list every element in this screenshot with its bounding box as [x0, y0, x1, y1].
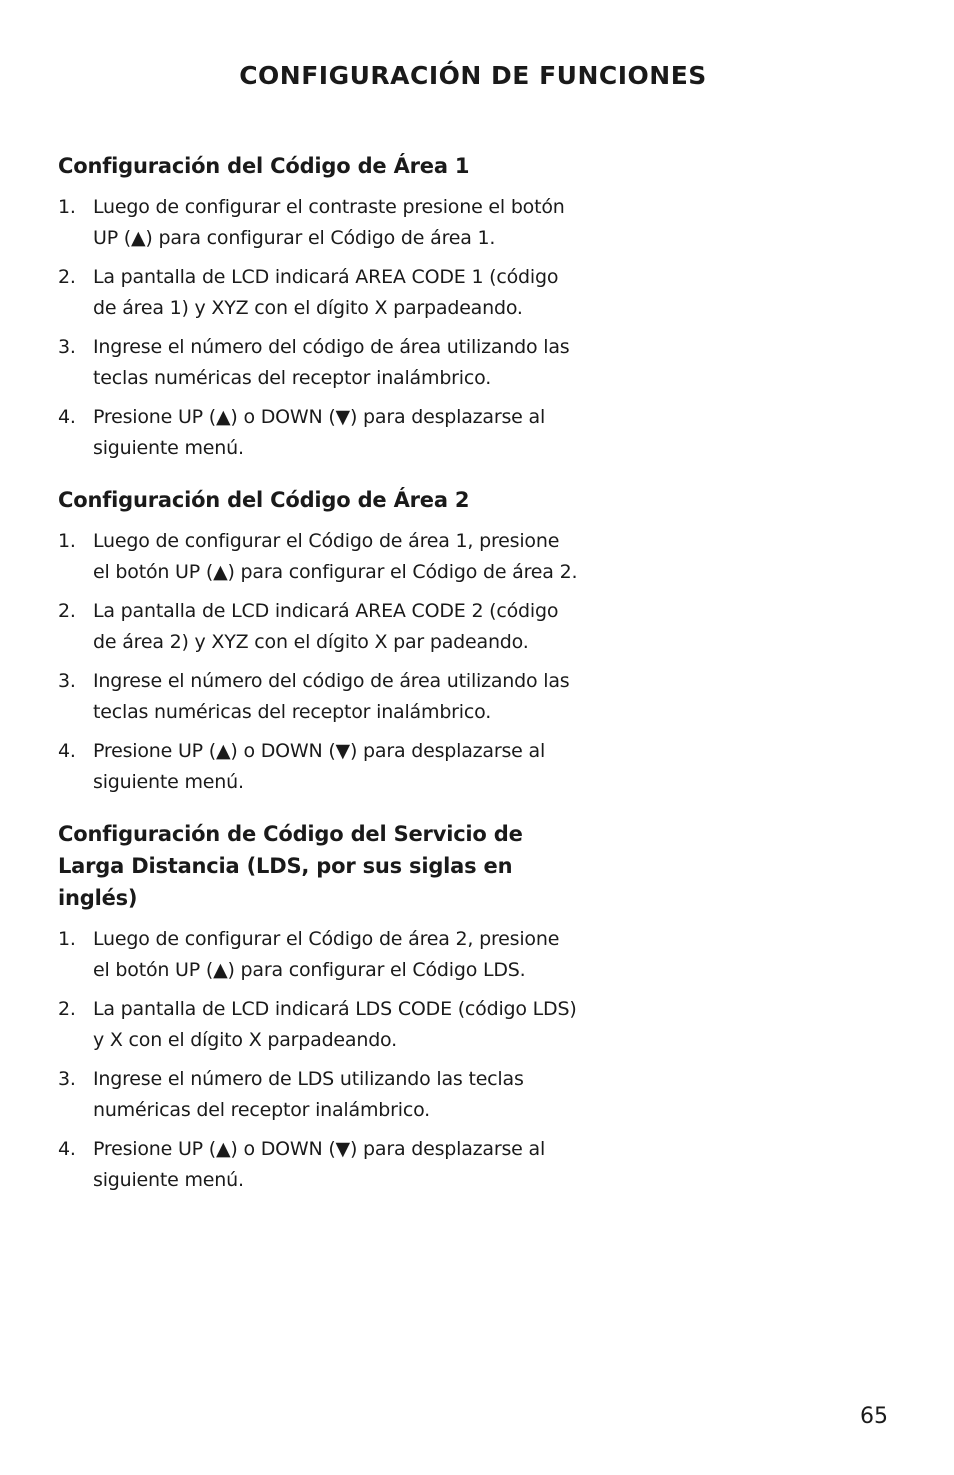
step-item — [58, 1134, 578, 1196]
step-item — [58, 262, 578, 324]
page-title: CONFIGURACIÓN DE FUNCIONES — [239, 61, 707, 90]
step-text: Luego de configurar el Código de área 1, presione el botón UP (▲) para configurar el Código de área 2. — [93, 530, 578, 583]
step-number: 3. — [58, 336, 76, 358]
step-number: 1. — [58, 928, 76, 950]
step-item — [58, 596, 578, 658]
page-content — [58, 150, 578, 1204]
step-number: 3. — [58, 1068, 76, 1090]
page-number: 65 — [860, 1404, 888, 1429]
step-text: Presione UP (▲) o DOWN (▼) para desplazarse al siguiente menú. — [93, 740, 546, 793]
step-number: 3. — [58, 670, 76, 692]
step-text: La pantalla de LCD indicará AREA CODE 2 (código de área 2) y XYZ con el dígito X par padeando. — [93, 600, 559, 653]
step-number: 1. — [58, 530, 76, 552]
step-text: Presione UP (▲) o DOWN (▼) para desplazarse al siguiente menú. — [93, 406, 546, 459]
step-number: 2. — [58, 266, 76, 288]
step-number: 2. — [58, 998, 76, 1020]
steps-list — [58, 192, 578, 464]
step-item — [58, 332, 578, 394]
step-text: Presione UP (▲) o DOWN (▼) para desplazarse al siguiente menú. — [93, 1138, 546, 1191]
step-item — [58, 402, 578, 464]
steps-list — [58, 526, 578, 798]
step-text: Ingrese el número del código de área utilizando las teclas numéricas del receptor inalámbrico. — [93, 336, 570, 389]
step-item — [58, 1064, 578, 1126]
step-item — [58, 192, 578, 254]
step-text: Ingrese el número del código de área utilizando las teclas numéricas del receptor inalámbrico. — [93, 670, 570, 723]
step-item — [58, 924, 578, 986]
step-text: La pantalla de LCD indicará AREA CODE 1 (código de área 1) y XYZ con el dígito X parpadeando. — [93, 266, 559, 319]
section-lds-code — [58, 818, 578, 1196]
section-area-code-1 — [58, 150, 578, 464]
step-text: Ingrese el número de LDS utilizando las teclas numéricas del receptor inalámbrico. — [93, 1068, 524, 1121]
section-area-code-2 — [58, 484, 578, 798]
steps-list — [58, 924, 578, 1196]
step-item — [58, 666, 578, 728]
step-number: 4. — [58, 740, 76, 762]
step-number: 2. — [58, 600, 76, 622]
section-heading: Configuración de Código del Servicio de Larga Distancia (LDS, por sus siglas en inglés) — [58, 822, 523, 910]
step-item — [58, 526, 578, 588]
step-item — [58, 736, 578, 798]
step-number: 1. — [58, 196, 76, 218]
step-text: La pantalla de LCD indicará LDS CODE (código LDS) y X con el dígito X parpadeando. — [93, 998, 577, 1051]
step-text: Luego de configurar el Código de área 2, presione el botón UP (▲) para configurar el Código LDS. — [93, 928, 560, 981]
step-number: 4. — [58, 1138, 76, 1160]
step-item — [58, 994, 578, 1056]
section-heading: Configuración del Código de Área 1 — [58, 154, 470, 178]
section-heading: Configuración del Código de Área 2 — [58, 488, 470, 512]
step-text: Luego de configurar el contraste presione el botón UP (▲) para configurar el Código de área 1. — [93, 196, 565, 249]
step-number: 4. — [58, 406, 76, 428]
